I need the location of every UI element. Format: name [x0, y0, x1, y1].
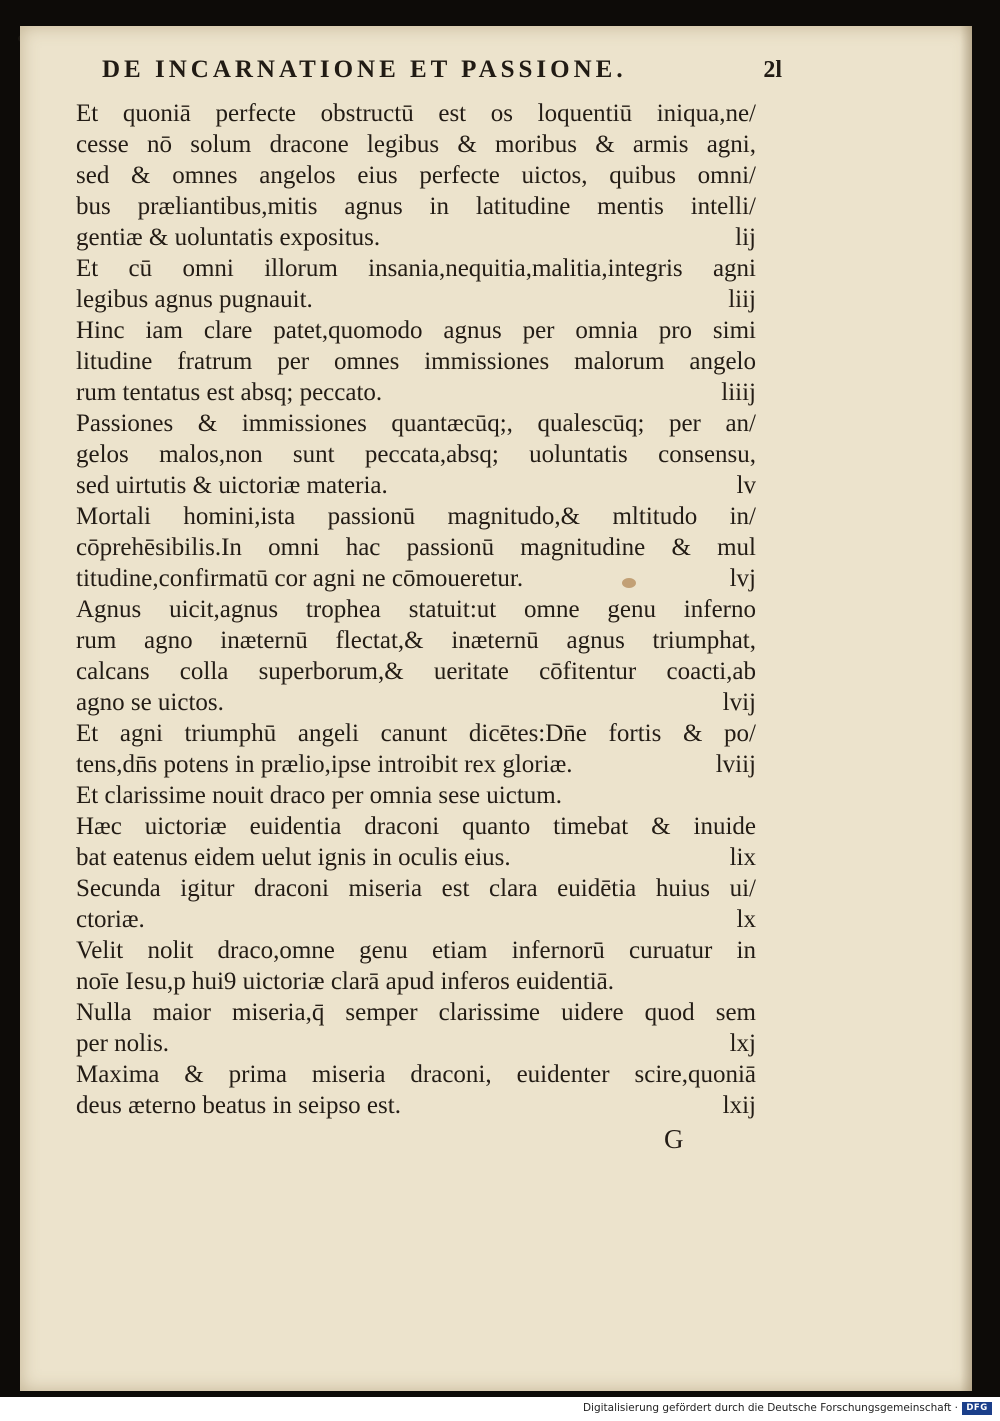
text-line [76, 718, 756, 749]
line-text: Secunda igitur draconi miseria est clara euidētia huius ui/ [76, 875, 756, 902]
section-number: lxij [722, 1092, 756, 1119]
line-text: Passiones & immissiones quantæcūq;, qualescūq; per an/ [76, 410, 756, 437]
text-line [76, 253, 756, 284]
line-text: rum tentatus est absq; peccato. [76, 379, 383, 406]
running-head-title: DE INCARNATIONE ET PASSIONE. [102, 56, 627, 83]
text-line [76, 594, 756, 625]
line-text: cesse nō solum dracone legibus & moribus & armis agni, [76, 131, 756, 158]
text-line [76, 470, 756, 501]
footer-bar [0, 1397, 1000, 1421]
text-line [76, 160, 756, 191]
section-number: lviij [715, 751, 756, 778]
line-text: bat eatenus eidem uelut ignis in oculis eius. [76, 844, 511, 871]
line-text: calcans colla superborum,& ueritate cōfitentur coacti,ab [76, 658, 756, 685]
line-text: sed uirtutis & uictoriæ materia. [76, 472, 388, 499]
line-text: gelos malos,non sunt peccata,absq; uoluntatis consensu, [76, 441, 756, 468]
text-line [76, 129, 756, 160]
line-text: Nulla maior miseria,q̄ semper clarissime uidere quod sem [76, 999, 756, 1026]
text-line [76, 780, 756, 811]
text-line [76, 966, 756, 997]
text-line [76, 1028, 756, 1059]
line-text: legibus agnus pugnauit. [76, 286, 313, 313]
line-text: sed & omnes angelos eius perfecte uictos, quibus omni/ [76, 162, 756, 189]
section-number: lij [735, 224, 756, 251]
line-text: litudine fratrum per omnes immissiones malorum angelo [76, 348, 756, 375]
line-text: Et clarissime nouit draco per omnia sese uictum. [76, 782, 562, 809]
line-text: ctoriæ. [76, 906, 145, 933]
line-text: bus præliantibus,mitis agnus in latitudine mentis intelli/ [76, 193, 756, 220]
book-page [20, 26, 972, 1391]
text-line [76, 811, 756, 842]
body-text [76, 98, 756, 1121]
section-number: lvij [722, 689, 756, 716]
line-text: tens,dn̄s potens in prælio,ipse introibit rex gloriæ. [76, 751, 573, 778]
section-number: lvj [729, 565, 756, 592]
text-line [76, 408, 756, 439]
line-text: gentiæ & uoluntatis expositus. [76, 224, 381, 251]
text-line [76, 346, 756, 377]
line-text: Hæc uictoriæ euidentia draconi quanto timebat & inuide [76, 813, 756, 840]
line-text: Hinc iam clare patet,quomodo agnus per omnia pro simi [76, 317, 756, 344]
dfg-logo: DFG [962, 1402, 992, 1415]
line-text: per nolis. [76, 1030, 170, 1057]
line-text: agno se uictos. [76, 689, 224, 716]
text-line [76, 222, 756, 253]
line-text: Et quoniā perfecte obstructū est os loquentiū iniqua,ne/ [76, 100, 756, 127]
section-number: lix [729, 844, 756, 871]
line-text: Et cū omni illorum insania,nequitia,malitia,integris agni [76, 255, 756, 282]
section-number: liiij [721, 379, 756, 406]
section-number: lxj [729, 1030, 756, 1057]
text-line [76, 997, 756, 1028]
text-line [76, 439, 756, 470]
line-text: Mortali homini,ista passionū magnitudo,& mltitudo in/ [76, 503, 756, 530]
text-line [76, 315, 756, 346]
folio-number: 2l [763, 57, 782, 83]
text-line [76, 1059, 756, 1090]
text-line [76, 191, 756, 222]
text-line [76, 532, 756, 563]
text-line [76, 842, 756, 873]
signature-mark: G [664, 1124, 684, 1154]
section-number: liij [728, 286, 756, 313]
footer-credit: Digitalisierung gefördert durch die Deutsche Forschungsgemeinschaft · [582, 1402, 958, 1414]
line-text: Et agni triumphū angeli canunt dicētes:Dn̄e fortis & po/ [76, 720, 756, 747]
text-line [76, 625, 756, 656]
section-number: lv [736, 472, 756, 499]
text-line [76, 749, 756, 780]
text-line [76, 904, 756, 935]
text-line [76, 1090, 756, 1121]
text-line [76, 98, 756, 129]
line-text: cōprehēsibilis.In omni hac passionū magnitudine & mul [76, 534, 756, 561]
section-number: lx [736, 906, 756, 933]
line-text: Agnus uicit,agnus trophea statuit:ut omne genu inferno [76, 596, 756, 623]
text-line [76, 873, 756, 904]
page-edge-shadow [960, 26, 972, 1391]
line-text: rum agno inæternū flectat,& inæternū agnus triumphat, [76, 627, 756, 654]
text-line [76, 935, 756, 966]
line-text: Maxima & prima miseria draconi, euidenter scire,quoniā [76, 1061, 756, 1088]
text-line [76, 501, 756, 532]
text-line [76, 377, 756, 408]
running-head [102, 56, 782, 92]
text-line [76, 284, 756, 315]
line-text: noīe Iesu,p hui9 uictoriæ clarā apud inferos euidentiā. [76, 968, 615, 995]
line-text: Velit nolit draco,omne genu etiam infernorū curuatur in [76, 937, 756, 964]
text-line [76, 687, 756, 718]
text-line [76, 563, 756, 594]
line-text: deus æterno beatus in seipso est. [76, 1092, 401, 1119]
foxing-stain [622, 578, 636, 588]
line-text: titudine,confirmatū cor agni ne cōmoueretur. [76, 565, 524, 592]
text-line [76, 656, 756, 687]
